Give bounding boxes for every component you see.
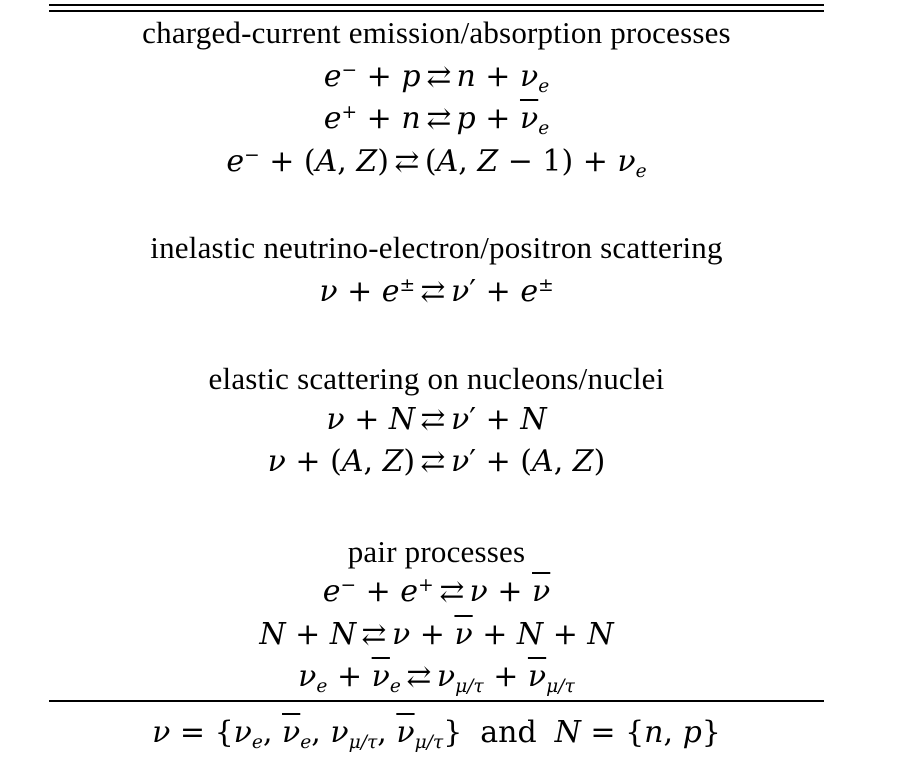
top-rule-outer (49, 4, 824, 6)
reaction-neutrino-lepton-scattering: ν + e± ⇄ ν′ + e± (319, 274, 554, 309)
reaction-electron-capture-on-nucleus: e− + (A, Z) ⇄ (A, $Z - 1) + \nu_e$ (226, 144, 647, 182)
section-heading-inelastic-scattering: inelastic neutrino-electron/positron scattering (150, 230, 723, 265)
bottom-rule (49, 700, 824, 702)
section-heading-elastic-scattering: elastic scattering on nucleons/nuclei (208, 361, 665, 396)
reaction-nucleus-scattering: ν + (A, Z) ⇄ ν′ + (A, Z) (267, 444, 606, 479)
footnote-connector: and (480, 715, 537, 750)
reaction-table (49, 0, 824, 768)
section-heading-charged-current: charged-current emission/absorption processes (142, 15, 731, 50)
table-footnote-definitions: $\nu = \{\nu_e$, $\overline{\nu}_e$, $\nu_{\mu/\tau}$, $\overline{\nu}_{\mu/\tau}$} and N = {n, p} (152, 715, 721, 753)
reaction-neutrino-pair-conversion: $\nu_e + \overline{\nu}_e$ ⇄ $\nu_{\mu/\tau} + \overline{\nu}_{\mu/\tau}$ (298, 659, 575, 697)
reaction-electron-positron-annihilation: e− + e+ ⇄ $\nu + \overline{\nu}$ (322, 574, 551, 609)
section-heading-pair-processes: pair processes (347, 534, 526, 569)
top-rule-inner (49, 10, 824, 12)
reaction-positron-capture-on-neutron: e+ + n ⇄ $p + \overline{\nu}_e$ (323, 101, 550, 139)
reaction-nucleon-scattering: ν + N ⇄ ν′ + N (326, 402, 547, 437)
reaction-nucleon-bremsstrahlung: N + N ⇄ $\nu + \overline{\nu} + N + N$ (259, 617, 614, 652)
reaction-electron-capture-on-proton: e− + p ⇄ $n + \nu_e$ (323, 59, 550, 97)
